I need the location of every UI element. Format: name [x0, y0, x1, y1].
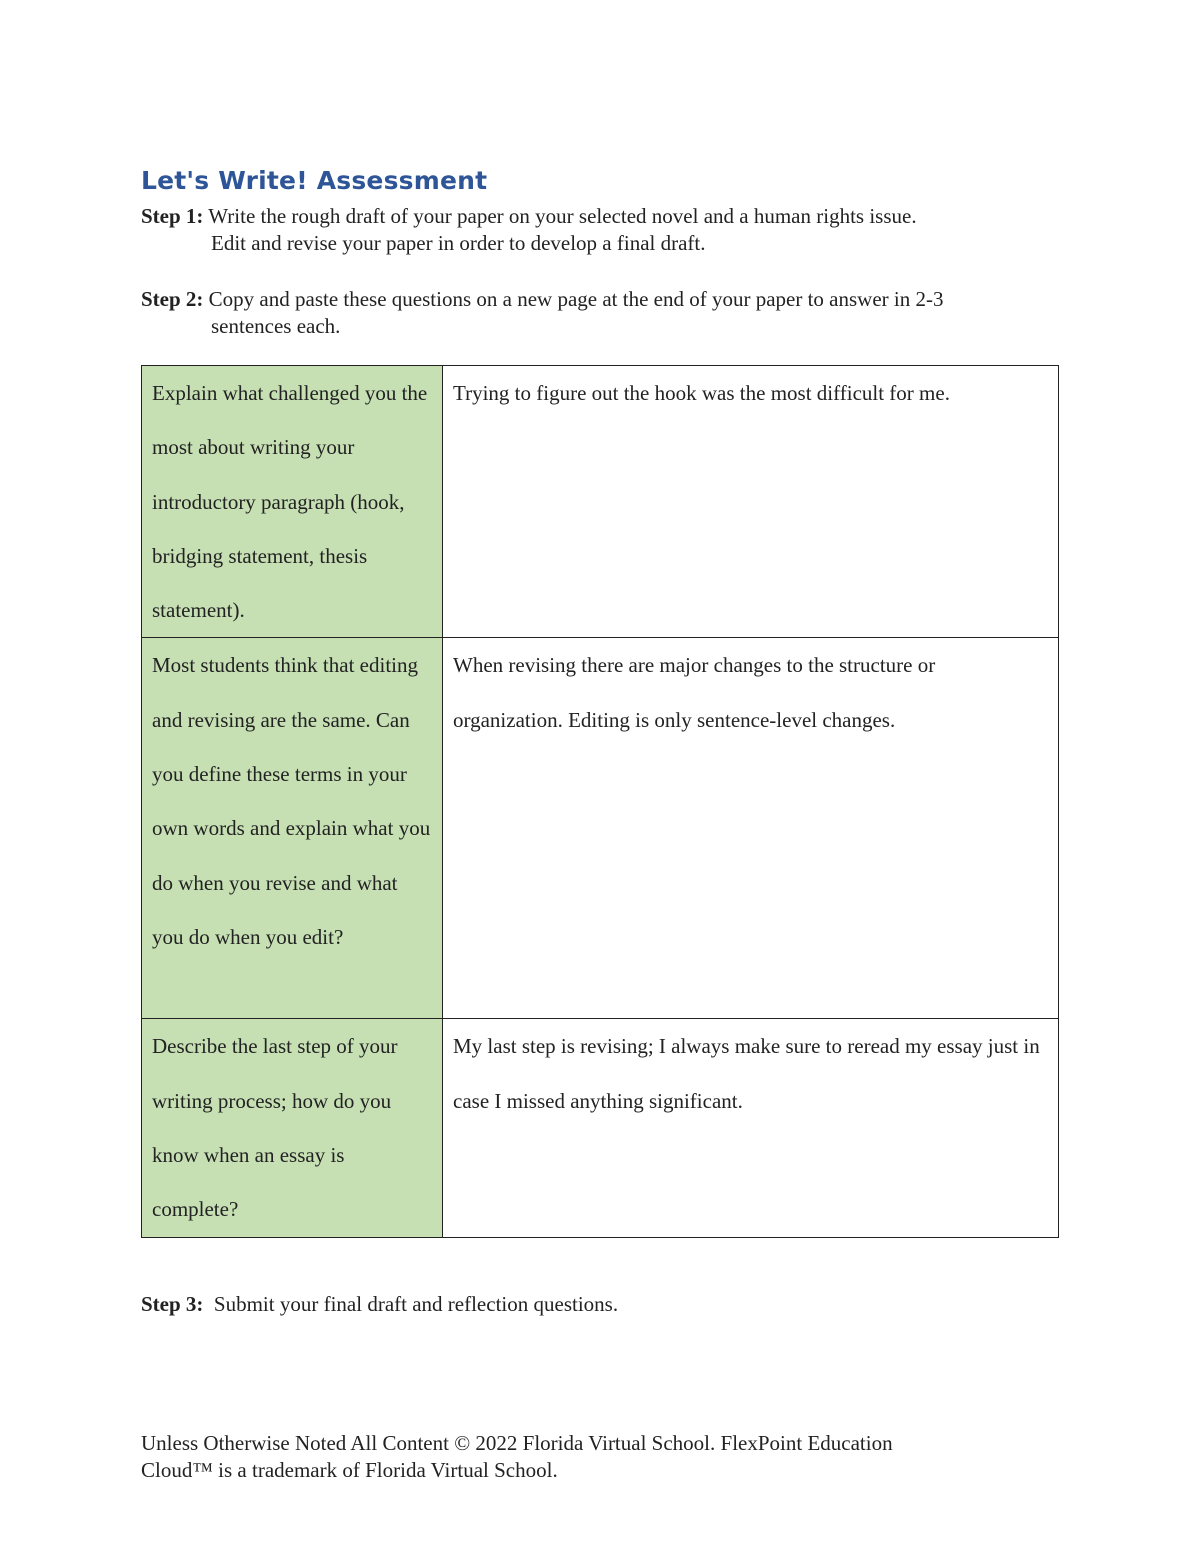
- step-2-text-line1: Copy and paste these questions on a new page at the end of your paper to answer in 2-3: [208, 287, 944, 311]
- step-3-label: Step 3:: [141, 1292, 204, 1316]
- copyright-footer: [141, 1430, 1041, 1484]
- table-row: [142, 1019, 1059, 1237]
- footer-line-1: Unless Otherwise Noted All Content © 2022 Florida Virtual School. FlexPoint Education: [141, 1431, 893, 1455]
- step-3-text: Submit your final draft and reflection questions.: [213, 1292, 619, 1316]
- table-row: [142, 366, 1059, 638]
- step-1-label: Step 1:: [141, 204, 204, 228]
- answer-cell: Trying to figure out the hook was the most difficult for me.: [443, 366, 1059, 638]
- answer-cell: When revising there are major changes to the structure or organization. Editing is only sentence-level changes.: [443, 638, 1059, 1019]
- step-2-text-line2: sentences each.: [211, 314, 341, 338]
- question-cell: Explain what challenged you the most about writing your introductory paragraph (hook, bridging statement, thesis statement).: [142, 366, 443, 638]
- step-1: [141, 203, 917, 257]
- footer-line-2: Cloud™ is a trademark of Florida Virtual School.: [141, 1458, 558, 1482]
- step-2-label: Step 2:: [141, 287, 204, 311]
- step-1-text-line1: Write the rough draft of your paper on your selected novel and a human rights issue.: [208, 204, 917, 228]
- step-3: [141, 1291, 618, 1318]
- step-1-text-line2: Edit and revise your paper in order to develop a final draft.: [211, 231, 706, 255]
- page-title: Let's Write! Assessment: [141, 166, 488, 195]
- reflection-table: [141, 365, 1059, 1238]
- answer-cell: My last step is revising; I always make sure to reread my essay just in case I missed anything significant.: [443, 1019, 1059, 1237]
- question-cell: Most students think that editing and revising are the same. Can you define these terms in your own words and explain what you do when you revise and what you do when you edit?: [142, 638, 443, 1019]
- step-2: [141, 286, 943, 340]
- table-row: [142, 638, 1059, 1019]
- question-cell: Describe the last step of your writing process; how do you know when an essay is complete?: [142, 1019, 443, 1237]
